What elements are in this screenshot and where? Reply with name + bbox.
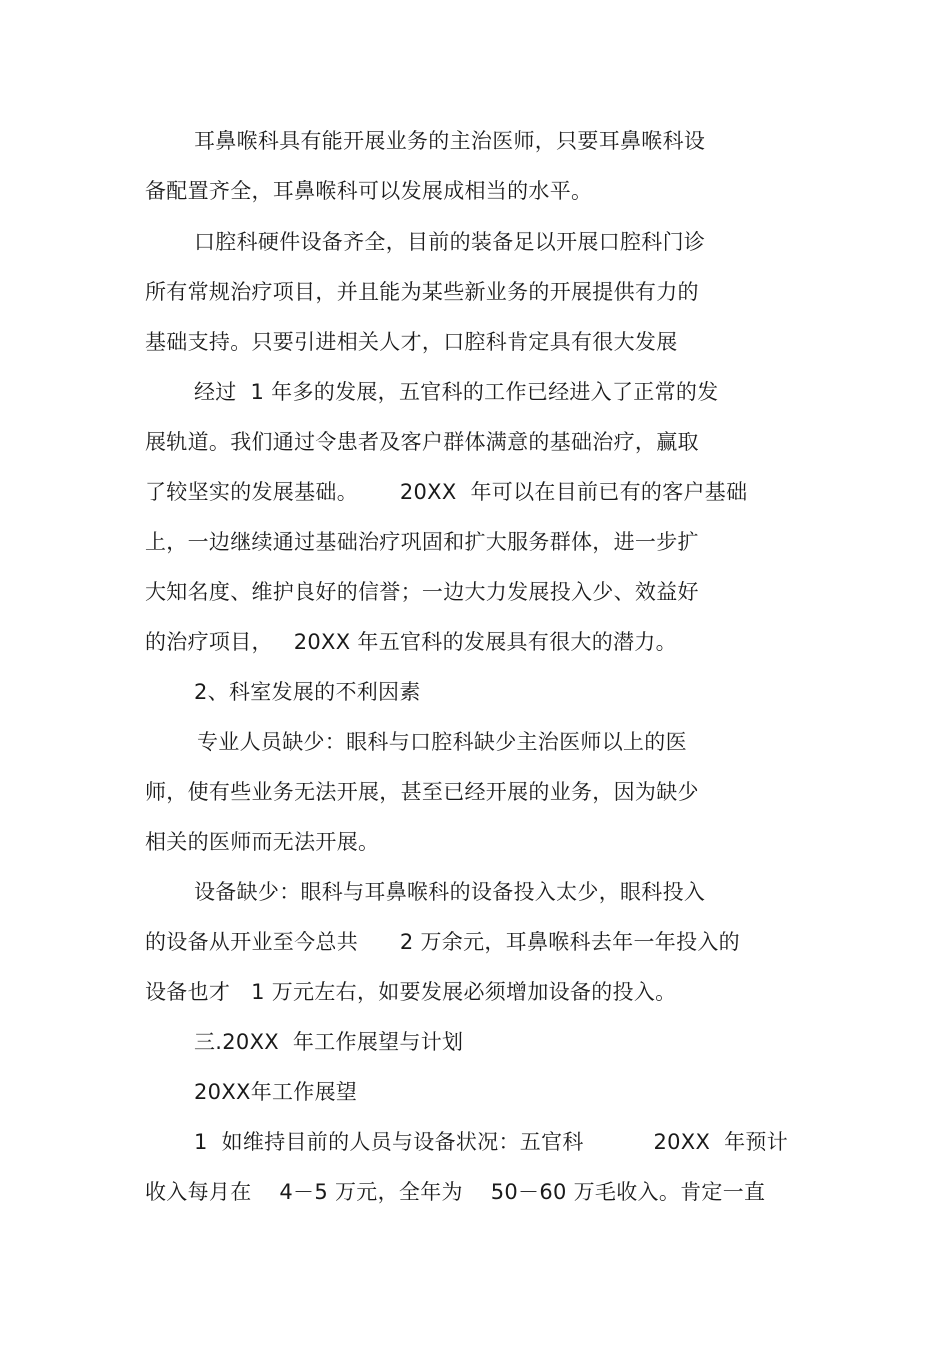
section-heading-unfavorable-factors: 2、科室发展的不利因素 — [194, 680, 421, 704]
paragraph-staff-line-3: 相关的医师而无法开展。 — [145, 830, 380, 854]
paragraph-development-line-2: 展轨道。我们通过令患者及客户群体满意的基础治疗，赢取 — [145, 430, 699, 454]
paragraph-equipment-line-1: 设备缺少：眼科与耳鼻喉科的设备投入太少，眼科投入 — [194, 880, 706, 904]
subheading-work-outlook: 20XX年工作展望 — [194, 1080, 358, 1104]
paragraph-equipment-line-3: 设备也才 1 万元左右，如要发展必须增加设备的投入。 — [145, 980, 677, 1004]
paragraph-development-line-5: 大知名度、维护良好的信誉；一边大力发展投入少、效益好 — [145, 580, 699, 604]
paragraph-dental-line-1: 口腔科硬件设备齐全，目前的装备足以开展口腔科门诊 — [194, 230, 706, 254]
paragraph-development-line-6: 的治疗项目， 20XX 年五官科的发展具有很大的潜力。 — [145, 630, 677, 654]
paragraph-dental-line-2: 所有常规治疗项目，并且能为某些新业务的开展提供有力的 — [145, 280, 699, 304]
paragraph-staff-line-2: 师，使有些业务无法开展，甚至已经开展的业务，因为缺少 — [145, 780, 699, 804]
paragraph-staff-line-1: 专业人员缺少：眼科与口腔科缺少主治医师以上的医 — [197, 730, 687, 754]
paragraph-ent-line-1: 耳鼻喉科具有能开展业务的主治医师，只要耳鼻喉科设 — [194, 129, 706, 153]
paragraph-development-line-3: 了较坚实的发展基础。 20XX 年可以在目前已有的客户基础 — [145, 480, 748, 504]
paragraph-ent-line-2: 备配置齐全，耳鼻喉科可以发展成相当的水平。 — [145, 179, 593, 203]
paragraph-forecast-line-2: 收入每月在 4－5 万元，全年为 50－60 万毛收入。肯定一直 — [145, 1180, 766, 1204]
paragraph-equipment-line-2: 的设备从开业至今总共 2 万余元，耳鼻喉科去年一年投入的 — [145, 930, 740, 954]
paragraph-development-line-4: 上，一边继续通过基础治疗巩固和扩大服务群体，进一步扩 — [145, 530, 699, 554]
section-heading-outlook-plan: 三.20XX 年工作展望与计划 — [194, 1030, 464, 1054]
paragraph-development-line-1: 经过 1 年多的发展，五官科的工作已经进入了正常的发 — [194, 380, 719, 404]
paragraph-forecast-line-1: 1 如维持目前的人员与设备状况：五官科 20XX 年预计 — [194, 1130, 789, 1154]
paragraph-dental-line-3: 基础支持。只要引进相关人才，口腔科肯定具有很大发展 — [145, 330, 678, 354]
